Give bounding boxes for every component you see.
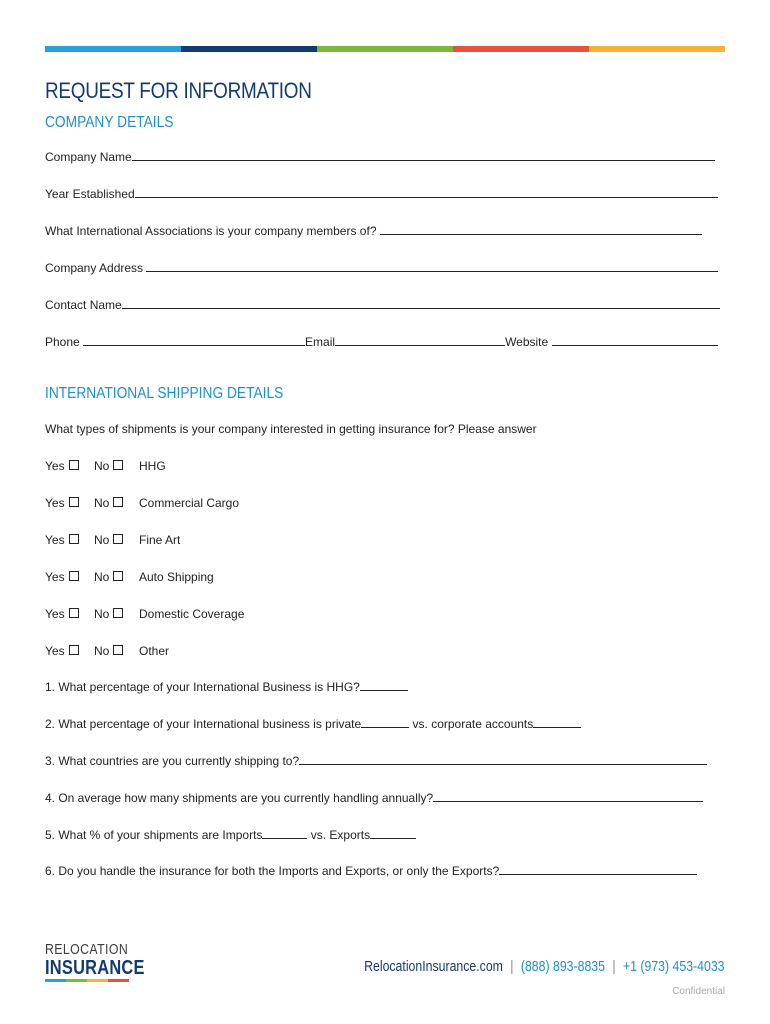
email-label: Email <box>305 335 336 349</box>
no-option[interactable] <box>94 532 123 548</box>
question-5-label-a: 5. What % of your shipments are Imports <box>45 828 263 842</box>
question-3-blank[interactable] <box>299 753 707 765</box>
yes-option[interactable] <box>45 458 79 474</box>
question-5[interactable] <box>45 827 725 843</box>
logo-color-bar <box>45 979 129 982</box>
company-address-blank[interactable] <box>146 260 718 272</box>
shipping-intro: What types of shipments is your company interested in getting insurance for? Please answer <box>45 422 537 436</box>
page-title: REQUEST FOR INFORMATION <box>45 78 312 103</box>
no-checkbox[interactable] <box>113 534 123 544</box>
question-1[interactable] <box>45 679 725 695</box>
stripe-segment-red <box>453 46 589 52</box>
question-2-blank-corporate[interactable] <box>533 716 581 728</box>
yes-option[interactable] <box>45 643 79 659</box>
footer-separator: | <box>612 958 617 975</box>
option-label: Domestic Coverage <box>139 607 245 621</box>
yes-label: Yes <box>45 459 65 473</box>
no-label: No <box>94 496 110 510</box>
no-label: No <box>94 644 110 658</box>
logo-top-text: RELOCATION <box>45 941 129 958</box>
option-label: Other <box>139 644 170 658</box>
company-address-field[interactable] <box>45 260 725 276</box>
no-label: No <box>94 607 110 621</box>
no-option[interactable] <box>94 643 123 659</box>
question-6[interactable] <box>45 863 725 879</box>
yes-label: Yes <box>45 570 65 584</box>
question-4-blank[interactable] <box>433 790 703 802</box>
website-label: Website <box>505 335 552 349</box>
contact-name-label: Contact Name <box>45 298 122 312</box>
phone-label: Phone <box>45 335 84 349</box>
phone-email-website-row <box>45 334 725 350</box>
question-3[interactable] <box>45 753 725 769</box>
yes-label: Yes <box>45 533 65 547</box>
no-checkbox[interactable] <box>113 497 123 507</box>
yes-checkbox[interactable] <box>69 497 79 507</box>
option-label: HHG <box>139 459 166 473</box>
yes-label: Yes <box>45 607 65 621</box>
yes-checkbox[interactable] <box>69 571 79 581</box>
no-label: No <box>94 459 110 473</box>
no-checkbox[interactable] <box>113 571 123 581</box>
footer-contact <box>365 958 725 975</box>
yes-checkbox[interactable] <box>69 645 79 655</box>
question-2[interactable] <box>45 716 725 732</box>
associations-blank[interactable] <box>380 223 702 235</box>
question-5-blank-exports[interactable] <box>370 827 416 839</box>
no-option[interactable] <box>94 606 123 622</box>
question-5-blank-imports[interactable] <box>262 827 307 839</box>
yes-label: Yes <box>45 644 65 658</box>
no-checkbox[interactable] <box>113 645 123 655</box>
question-6-blank[interactable] <box>499 863 697 875</box>
no-option[interactable] <box>94 495 123 511</box>
question-5-label-b: vs. Exports <box>307 828 371 842</box>
no-checkbox[interactable] <box>113 608 123 618</box>
company-details-heading: COMPANY DETAILS <box>45 114 174 131</box>
question-2-label-a: 2. What percentage of your International business is private <box>45 717 362 731</box>
stripe-segment-green <box>317 46 453 52</box>
question-1-label: 1. What percentage of your International Business is HHG? <box>45 680 360 694</box>
yes-checkbox[interactable] <box>69 534 79 544</box>
no-checkbox[interactable] <box>113 460 123 470</box>
yes-option[interactable] <box>45 569 79 585</box>
confidential-note: Confidential <box>672 986 725 997</box>
contact-name-blank[interactable] <box>122 297 720 309</box>
phone-blank[interactable] <box>83 334 305 346</box>
yes-option[interactable] <box>45 532 79 548</box>
yes-checkbox[interactable] <box>69 608 79 618</box>
year-established-label: Year Established <box>45 187 135 201</box>
yes-option[interactable] <box>45 606 79 622</box>
associations-field[interactable] <box>45 223 725 239</box>
header-color-stripe <box>45 46 725 52</box>
yes-label: Yes <box>45 496 65 510</box>
company-name-field[interactable] <box>45 149 725 165</box>
question-4-label: 4. On average how many shipments are you currently handling annually? <box>45 791 434 805</box>
shipping-details-heading: INTERNATIONAL SHIPPING DETAILS <box>45 385 284 402</box>
question-2-label-b: vs. corporate accounts <box>409 717 534 731</box>
question-4[interactable] <box>45 790 725 806</box>
footer-website-link[interactable]: RelocationInsurance.com <box>364 958 504 975</box>
company-name-label: Company Name <box>45 150 132 164</box>
no-label: No <box>94 570 110 584</box>
stripe-segment-yellow <box>589 46 725 52</box>
no-label: No <box>94 533 110 547</box>
footer-phone-2[interactable]: +1 (973) 453-4033 <box>623 958 725 975</box>
year-established-blank[interactable] <box>135 186 718 198</box>
question-2-blank-private[interactable] <box>361 716 409 728</box>
stripe-segment-light-blue <box>45 46 181 52</box>
option-label: Fine Art <box>139 533 181 547</box>
option-label: Commercial Cargo <box>139 496 240 510</box>
footer-phone-1[interactable]: (888) 893-8835 <box>521 958 606 975</box>
website-blank[interactable] <box>552 334 718 346</box>
option-label: Auto Shipping <box>139 570 214 584</box>
stripe-segment-navy <box>181 46 317 52</box>
question-1-blank[interactable] <box>360 679 408 691</box>
no-option[interactable] <box>94 458 123 474</box>
year-established-field[interactable] <box>45 186 725 202</box>
company-address-label: Company Address <box>45 261 147 275</box>
question-6-label: 6. Do you handle the insurance for both the Imports and Exports, or only the Exports? <box>45 864 500 878</box>
yes-option[interactable] <box>45 495 79 511</box>
company-name-blank[interactable] <box>132 149 715 161</box>
associations-label: What International Associations is your company members of? <box>45 224 380 238</box>
contact-name-field[interactable] <box>45 297 725 313</box>
yes-checkbox[interactable] <box>69 460 79 470</box>
relocation-insurance-logo <box>45 942 167 982</box>
no-option[interactable] <box>94 569 123 585</box>
logo-bottom-text: INSURANCE <box>45 957 145 979</box>
footer-separator: | <box>510 958 514 975</box>
email-blank[interactable] <box>335 334 505 346</box>
question-3-label: 3. What countries are you currently shipping to? <box>45 754 300 768</box>
